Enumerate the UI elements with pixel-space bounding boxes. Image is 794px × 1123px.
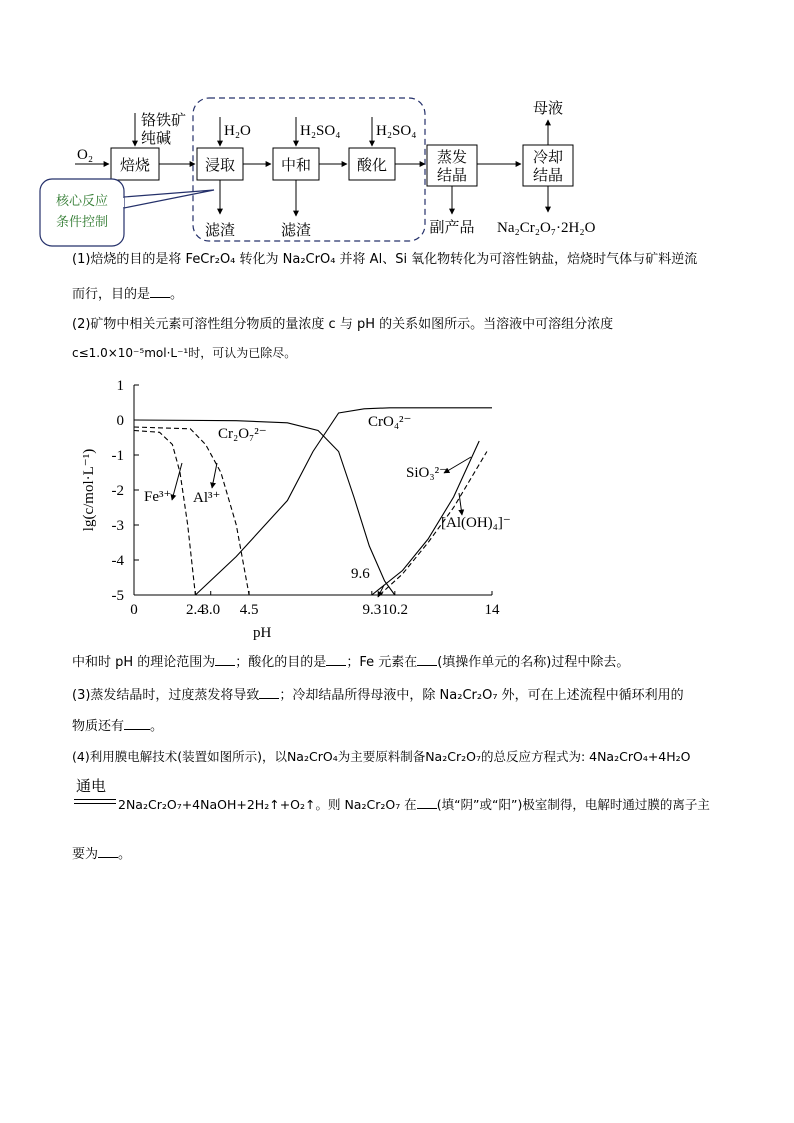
question-1-line-2 xyxy=(72,285,183,304)
x-tick-label: 2.4 xyxy=(185,602,205,618)
acid2-label: H₂SO₄ xyxy=(376,123,417,139)
question-4-line-3 xyxy=(72,845,131,864)
question-3-line-2 xyxy=(72,717,163,736)
answer-blank-5[interactable] xyxy=(259,686,279,699)
q3-text-a: (3)蒸发结晶时，过度蒸发将导致 xyxy=(72,688,260,703)
ore-label: 铬铁矿 xyxy=(141,113,187,129)
y-tick-label: -1 xyxy=(111,448,124,464)
cool-label-2: 结晶 xyxy=(532,168,564,184)
water-label: H₂O xyxy=(224,123,251,139)
pointer-arrow-2 xyxy=(444,457,471,473)
q2-text-d: (填操作单元的名称)过程中除去。 xyxy=(437,655,630,670)
y-tick-label: -4 xyxy=(111,553,124,569)
x-tick-label: 9.3 xyxy=(362,602,382,618)
byproduct-label: 副产品 xyxy=(429,220,475,236)
q4-text-c: 要为 xyxy=(72,847,99,862)
al-label: Al³⁺ xyxy=(193,490,221,506)
q1-text-b: 。 xyxy=(170,287,184,302)
pointer-arrow-1 xyxy=(212,463,217,488)
leach-label: 浸取 xyxy=(204,158,236,174)
acid1-label: H₂SO₄ xyxy=(300,123,341,139)
x-axis-label: pH xyxy=(253,625,272,641)
acidify-label: 酸化 xyxy=(356,158,388,174)
q2-text-c: ；Fe 元素在 xyxy=(346,655,418,670)
series-line-2 xyxy=(134,431,195,596)
cool-label-1: 冷却 xyxy=(532,150,564,166)
x-tick-label: 14 xyxy=(484,602,500,618)
cro4-label: CrO₄²⁻ xyxy=(368,414,412,430)
answer-blank-6[interactable] xyxy=(124,717,150,730)
x-tick-label: 0 xyxy=(130,602,138,618)
q1-text-a: 而行，目的是 xyxy=(72,287,151,302)
fe-label: Fe³⁺ xyxy=(144,489,172,505)
callout-box xyxy=(40,179,124,246)
answer-blank-8[interactable] xyxy=(98,845,118,858)
y-tick-label: -2 xyxy=(111,483,124,499)
q2-text-a: 中和时 pH 的理论范围为 xyxy=(72,655,216,670)
q3-text-c: 物质还有 xyxy=(72,719,125,734)
evaporate-label-2: 结晶 xyxy=(436,168,468,184)
process-flow-diagram xyxy=(0,0,794,250)
q3-text-d: 。 xyxy=(150,719,164,734)
residue1-label: 滤渣 xyxy=(204,223,236,239)
y-axis-label: lg(c/mol·L⁻¹) xyxy=(81,448,97,532)
neutralize-label: 中和 xyxy=(280,158,312,174)
series-line-3 xyxy=(134,427,249,595)
callout-line2: 条件控制 xyxy=(55,215,109,230)
q4-text-d: 。 xyxy=(118,847,132,862)
question-2-line-1: (2)矿物中相关元素可溶性组分物质的量浓度 c 与 pH 的关系如图所示。当溶液中可溶组分浓度 xyxy=(72,317,614,332)
answer-blank-3[interactable] xyxy=(326,653,346,666)
question-4-line-2 xyxy=(118,796,710,814)
answer-blank-4[interactable] xyxy=(417,653,437,666)
electrolysis-condition: 通电 xyxy=(76,777,107,795)
mother-liquor-label: 母液 xyxy=(532,101,564,117)
sio3-label: SiO₃²⁻ xyxy=(406,465,447,481)
question-2-line-2: c≤1.0×10⁻⁵mol·L⁻¹时，可认为已除尽。 xyxy=(72,346,297,360)
x-tick-label: 10.2 xyxy=(381,602,408,618)
product-label: Na₂Cr₂O₇·2H₂O xyxy=(497,220,596,236)
q4-text-b: (填“阴”或“阳”)极室制得，电解时通过膜的离子主 xyxy=(436,797,710,812)
question-2-tasks xyxy=(72,653,629,672)
y-tick-label: -3 xyxy=(111,518,124,534)
answer-blank-1[interactable] xyxy=(150,285,170,298)
question-1-line-1: (1)焙烧的目的是将 FeCr₂O₄ 转化为 Na₂CrO₄ 并将 Al、Si 氧化物转化为可溶性钠盐，焙烧时气体与矿料逆流 xyxy=(72,252,698,267)
residue2-label: 滤渣 xyxy=(280,223,312,239)
callout-line1: 核心反应 xyxy=(55,194,109,209)
roast-label: 焙烧 xyxy=(119,158,151,174)
cr2o7-label: Cr₂O₇²⁻ xyxy=(218,426,267,442)
x-tick-label: 4.5 xyxy=(239,602,259,618)
x-tick-label: 3.0 xyxy=(201,602,221,618)
q2-text-b: ；酸化的目的是 xyxy=(235,655,327,670)
q4-text-a: 2Na₂Cr₂O₇+4NaOH+2H₂↑+O₂↑。则 Na₂Cr₂O₇ 在 xyxy=(118,797,417,812)
y-tick-label: -5 xyxy=(111,588,124,604)
annotation-9-6: 9.6 xyxy=(351,566,370,582)
question-3-line-1 xyxy=(72,686,684,705)
soda-label: 纯碱 xyxy=(141,131,172,147)
answer-blank-7[interactable] xyxy=(417,796,437,809)
ph-concentration-chart xyxy=(60,375,520,645)
y-tick-label: 1 xyxy=(116,378,124,394)
question-4-line-1: (4)利用膜电解技术(装置如图所示)，以Na₂CrO₄为主要原料制备Na₂Cr₂O₇的总反应方程式为: 4Na₂CrO₄+4H₂O xyxy=(72,749,691,764)
equals-sign xyxy=(74,799,116,804)
answer-blank-2[interactable] xyxy=(215,653,235,666)
evaporate-label-1: 蒸发 xyxy=(436,150,468,166)
oxygen-label: O₂ xyxy=(77,147,94,163)
q3-text-b: ；冷却结晶所得母液中，除 Na₂Cr₂O₇ 外，可在上述流程中循环利用的 xyxy=(279,688,684,703)
pointer-arrow-0 xyxy=(172,463,182,500)
y-tick-label: 0 xyxy=(116,413,124,429)
aloh4-label: [Al(OH)₄]⁻ xyxy=(441,515,511,531)
